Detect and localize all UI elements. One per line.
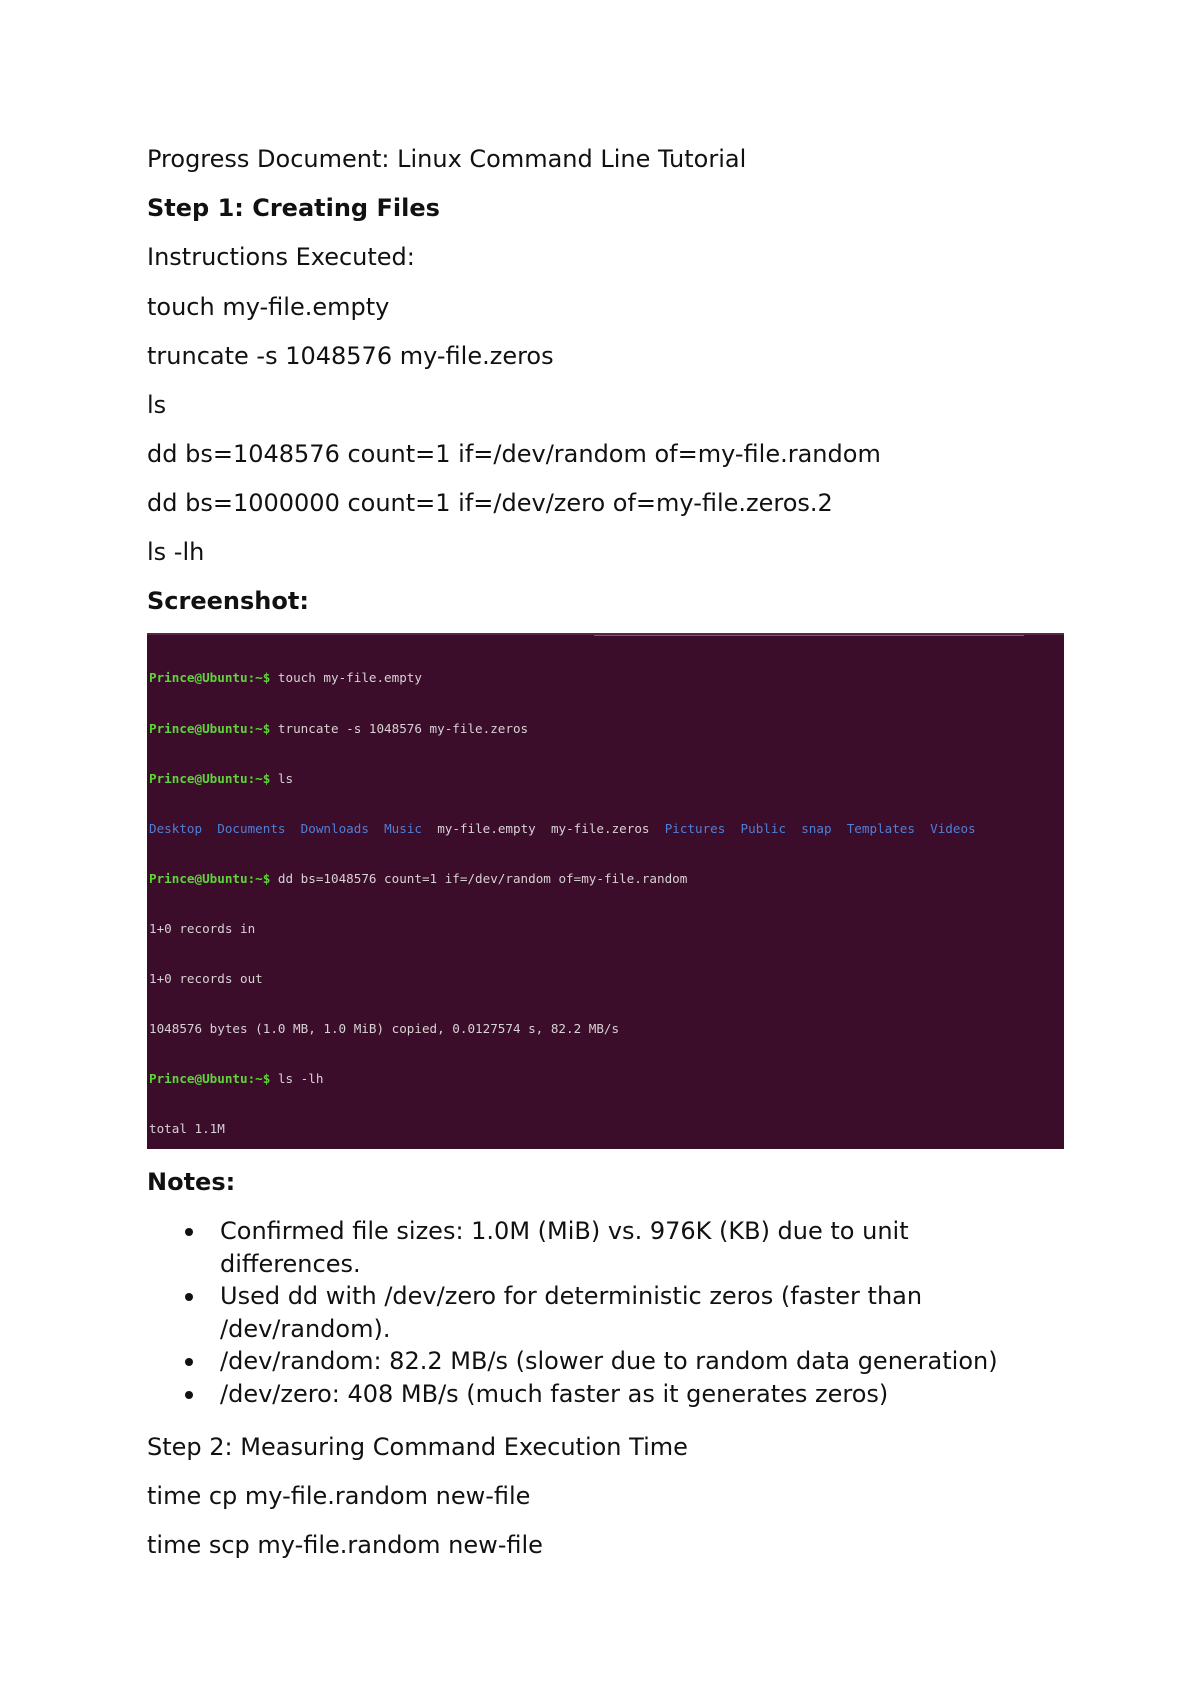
- terminal-command: ls -lh: [270, 1071, 324, 1087]
- command-line: touch my-file.empty: [147, 293, 390, 321]
- terminal-line: [149, 771, 976, 788]
- ls-dir-entry: Public: [740, 820, 787, 836]
- command-line: dd bs=1048576 count=1 if=/dev/random of=my-file.random: [147, 440, 881, 468]
- step2-heading: Step 2: Measuring Command Execution Time: [147, 1433, 688, 1461]
- note-item: /dev/zero: 408 MB/s (much faster as it generates zeros): [147, 1378, 1047, 1411]
- terminal-line: [149, 670, 976, 687]
- terminal-output-line: 1+0 records in: [149, 920, 256, 936]
- command-line: time cp my-file.random new-file: [147, 1482, 531, 1510]
- terminal-line: [149, 871, 976, 888]
- ls-dir-entry: Music: [384, 820, 423, 836]
- ls-dir-entry: Downloads: [300, 820, 369, 836]
- terminal-command: truncate -s 1048576 my-file.zeros: [270, 720, 529, 736]
- terminal-line: [149, 1071, 976, 1088]
- terminal-ls-output: [149, 821, 976, 838]
- ls-dir-entry: Videos: [930, 820, 976, 836]
- ls-dir-entry: Desktop: [149, 820, 203, 836]
- terminal-command: ls: [270, 770, 294, 786]
- terminal-line: [149, 721, 976, 738]
- instructions-label: Instructions Executed:: [147, 243, 415, 271]
- terminal-prompt: Prince@Ubuntu:~$: [149, 870, 271, 886]
- notes-list: [147, 1215, 1047, 1410]
- command-line: dd bs=1000000 count=1 if=/dev/zero of=my-file.zeros.2: [147, 489, 833, 517]
- ls-file-entry: my-file.empty: [437, 820, 536, 836]
- ls-dir-entry: Pictures: [664, 820, 726, 836]
- terminal-prompt: Prince@Ubuntu:~$: [149, 720, 271, 736]
- note-item: Used dd with /dev/zero for deterministic zeros (faster than /dev/random).: [147, 1280, 1047, 1345]
- command-line: ls -lh: [147, 538, 205, 566]
- terminal-prompt: Prince@Ubuntu:~$: [149, 1071, 271, 1087]
- terminal-output-line: total 1.1M: [149, 1121, 225, 1137]
- notes-label: Notes:: [147, 1168, 236, 1196]
- terminal-prompt: Prince@Ubuntu:~$: [149, 670, 271, 686]
- command-line: ls: [147, 391, 167, 419]
- terminal-prompt: Prince@Ubuntu:~$: [149, 770, 271, 786]
- ls-file-entry: my-file.zeros: [550, 820, 650, 836]
- terminal-output-line: 1048576 bytes (1.0 MB, 1.0 MiB) copied, 0.0127574 s, 82.2 MB/s: [149, 1021, 620, 1037]
- screenshot-label: Screenshot:: [147, 587, 309, 615]
- document-title: Progress Document: Linux Command Line Tutorial: [147, 145, 747, 173]
- note-item: Confirmed file sizes: 1.0M (MiB) vs. 976K (KB) due to unit differences.: [147, 1215, 1047, 1280]
- ls-dir-entry: Templates: [846, 820, 915, 836]
- terminal-command: dd bs=1048576 count=1 if=/dev/random of=my-file.random: [270, 870, 688, 886]
- note-item: /dev/random: 82.2 MB/s (slower due to random data generation): [147, 1345, 1047, 1378]
- command-line: time scp my-file.random new-file: [147, 1531, 543, 1559]
- terminal-output-line: 1+0 records out: [149, 970, 263, 986]
- terminal-command: touch my-file.empty: [270, 670, 422, 686]
- step1-heading: Step 1: Creating Files: [147, 194, 440, 222]
- terminal-screenshot: [147, 633, 1064, 1149]
- command-line: truncate -s 1048576 my-file.zeros: [147, 342, 554, 370]
- ls-dir-entry: Documents: [217, 820, 286, 836]
- terminal-output: [149, 637, 976, 1149]
- ls-dir-entry: snap: [801, 820, 832, 836]
- terminal-accent-bar: [594, 633, 1024, 636]
